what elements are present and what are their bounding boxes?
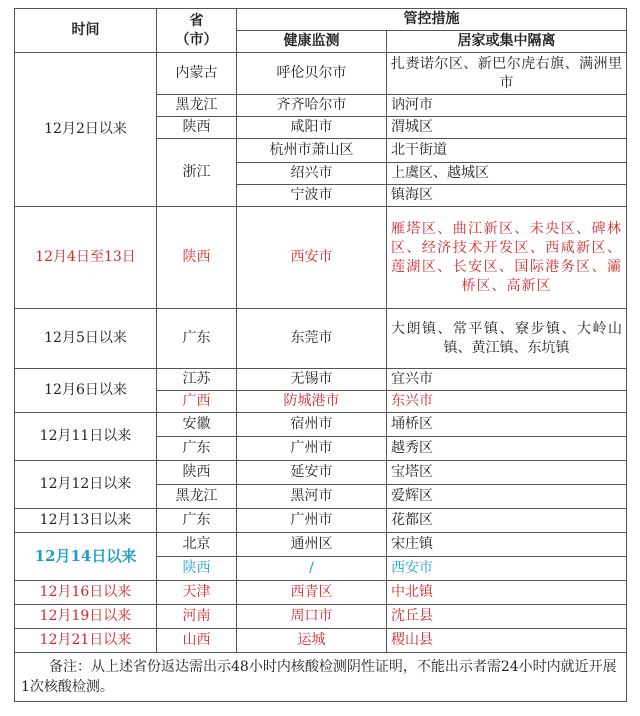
- area-cell: 花都区: [387, 509, 627, 533]
- time-cell: 12月16日以来: [15, 581, 157, 605]
- time-cell: 12月21日以来: [15, 629, 157, 653]
- area-cell: 镇海区: [387, 185, 627, 207]
- city-cell: 西安市: [237, 207, 387, 309]
- table-row: [15, 581, 627, 605]
- area-cell: 渭城区: [387, 117, 627, 139]
- time-cell: 12月14日以来: [15, 533, 157, 581]
- area-cell: 西安市: [387, 557, 627, 581]
- area-cell: 大朗镇、常平镇、寮步镇、大岭山镇、黄江镇、东坑镇: [387, 309, 627, 369]
- header-time: 时间: [15, 9, 157, 53]
- header-health-monitoring: 健康监测: [237, 31, 387, 53]
- city-cell: 通州区: [237, 533, 387, 557]
- area-cell: 雁塔区、曲江新区、未央区、碑林区、经济技术开发区、西咸新区、莲湖区、长安区、国际港务区、灞桥区、高新区: [387, 207, 627, 309]
- table-row: [15, 413, 627, 437]
- province-cell: 陕西: [157, 461, 237, 485]
- province-cell: 河南: [157, 605, 237, 629]
- area-cell: 扎赉诺尔区、新巴尔虎右旗、满洲里市: [387, 53, 627, 95]
- province-cell: 广西: [157, 391, 237, 413]
- header-measures: 管控措施: [237, 9, 627, 31]
- area-cell: 越秀区: [387, 437, 627, 461]
- province-cell: 黑龙江: [157, 485, 237, 509]
- province-cell: 北京: [157, 533, 237, 557]
- header-home-isolation: 居家或集中隔离: [387, 31, 627, 53]
- note-text: 备注：从上述省份返达需出示48小时内核酸检测阴性证明，不能出示者需24小时内就近开展1次核酸检测。: [15, 653, 627, 702]
- city-cell: 黑河市: [237, 485, 387, 509]
- time-cell: 12月4日至13日: [15, 207, 157, 309]
- province-cell: 黑龙江: [157, 95, 237, 117]
- city-cell: 宿州市: [237, 413, 387, 437]
- table-row: [15, 309, 627, 369]
- table-row: [15, 53, 627, 95]
- province-cell: 广东: [157, 509, 237, 533]
- area-cell: 稷山县: [387, 629, 627, 653]
- province-cell: 陕西: [157, 557, 237, 581]
- province-cell: 天津: [157, 581, 237, 605]
- city-cell: 广州市: [237, 437, 387, 461]
- city-cell: 运城: [237, 629, 387, 653]
- table-row: [15, 605, 627, 629]
- table-row: [15, 629, 627, 653]
- table-row: [15, 461, 627, 485]
- table-row: [15, 207, 627, 309]
- area-cell: 讷河市: [387, 95, 627, 117]
- province-cell: 安徽: [157, 413, 237, 437]
- note-row: [15, 653, 627, 702]
- table-row: [15, 509, 627, 533]
- area-cell: 上虞区、越城区: [387, 163, 627, 185]
- time-cell: 12月11日以来: [15, 413, 157, 461]
- area-cell: 宋庄镇: [387, 533, 627, 557]
- time-cell: 12月2日以来: [15, 53, 157, 207]
- city-cell: 宁波市: [237, 185, 387, 207]
- area-cell: 东兴市: [387, 391, 627, 413]
- city-cell: 防城港市: [237, 391, 387, 413]
- city-cell: /: [237, 557, 387, 581]
- control-measures-table: [14, 8, 627, 702]
- province-cell: 陕西: [157, 117, 237, 139]
- province-cell: 广东: [157, 437, 237, 461]
- time-cell: 12月13日以来: [15, 509, 157, 533]
- table-row: [15, 369, 627, 391]
- city-cell: 东莞市: [237, 309, 387, 369]
- province-cell: 陕西: [157, 207, 237, 309]
- city-cell: 广州市: [237, 509, 387, 533]
- province-cell: 江苏: [157, 369, 237, 391]
- city-cell: 无锡市: [237, 369, 387, 391]
- province-cell: 浙江: [157, 139, 237, 207]
- time-cell: 12月12日以来: [15, 461, 157, 509]
- area-cell: 爱辉区: [387, 485, 627, 509]
- area-cell: 沈丘县: [387, 605, 627, 629]
- province-cell: 内蒙古: [157, 53, 237, 95]
- city-cell: 呼伦贝尔市: [237, 53, 387, 95]
- city-cell: 绍兴市: [237, 163, 387, 185]
- area-cell: 埇桥区: [387, 413, 627, 437]
- city-cell: 延安市: [237, 461, 387, 485]
- city-cell: 咸阳市: [237, 117, 387, 139]
- city-cell: 周口市: [237, 605, 387, 629]
- area-cell: 中北镇: [387, 581, 627, 605]
- area-cell: 宜兴市: [387, 369, 627, 391]
- table-row: [15, 533, 627, 557]
- province-cell: 山西: [157, 629, 237, 653]
- time-cell: 12月5日以来: [15, 309, 157, 369]
- area-cell: 北干街道: [387, 139, 627, 163]
- city-cell: 西青区: [237, 581, 387, 605]
- header-province: 省 （市）: [157, 9, 237, 53]
- province-cell: 广东: [157, 309, 237, 369]
- city-cell: 齐齐哈尔市: [237, 95, 387, 117]
- city-cell: 杭州市萧山区: [237, 139, 387, 163]
- area-cell: 宝塔区: [387, 461, 627, 485]
- time-cell: 12月19日以来: [15, 605, 157, 629]
- time-cell: 12月6日以来: [15, 369, 157, 413]
